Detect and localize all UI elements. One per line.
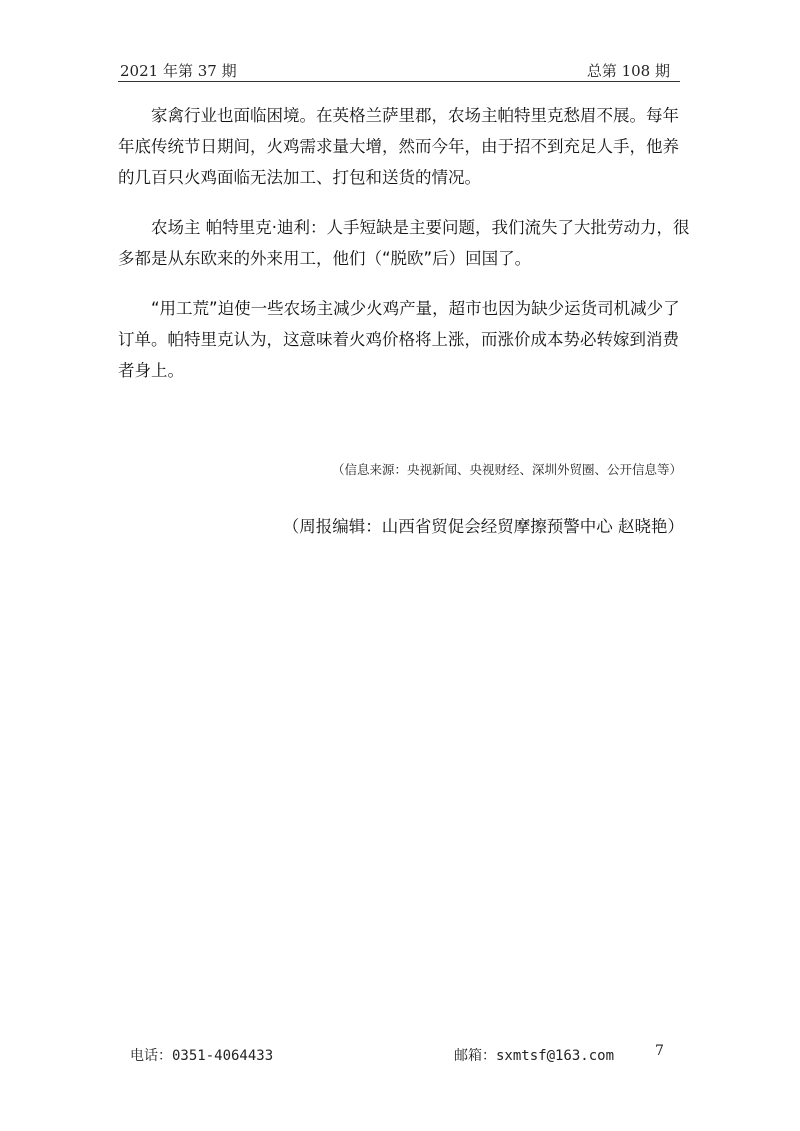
page-number: 7 xyxy=(655,1043,664,1059)
header-divider xyxy=(118,81,680,82)
editor-note: （周报编辑：山西省贸促会经贸摩擦预警中心 赵晓艳） xyxy=(282,517,684,536)
article-body xyxy=(118,100,690,405)
page-footer xyxy=(118,1043,698,1067)
source-note: （信息来源：央视新闻、央视财经、深圳外贸圈、公开信息等） xyxy=(331,462,682,477)
page-header xyxy=(118,58,680,82)
contact-phone: 电话：0351-4064433 xyxy=(130,1048,274,1064)
paragraph-poultry-industry: 家禽行业也面临困境。在英格兰萨里郡，农场主帕特里克愁眉不展。每年年底传统节日期间，火鸡需求量大增，然而今年，由于招不到充足人手，他养的几百只火鸡面临无法加工、打包和送货的情况。 xyxy=(118,106,679,187)
paragraph-labor-shortage: “用工荒”迫使一些农场主减少火鸡产量，超市也因为缺少运货司机减少了订单。帕特里克认为，这意味着火鸡价格将上涨，而涨价成本势必转嫁到消费者身上。 xyxy=(118,299,680,380)
total-issue-number: 总第 108 期 xyxy=(586,62,670,80)
paragraph-farmer-quote: 农场主 帕特里克·迪利：人手短缺是主要问题，我们流失了大批劳动力，很多都是从东欧来的外来用工，他们（“脱欧”后）回国了。 xyxy=(118,218,690,268)
issue-number: 2021 年第 37 期 xyxy=(120,62,237,80)
contact-email: 邮箱：sxmtsf@163.com xyxy=(454,1048,615,1064)
